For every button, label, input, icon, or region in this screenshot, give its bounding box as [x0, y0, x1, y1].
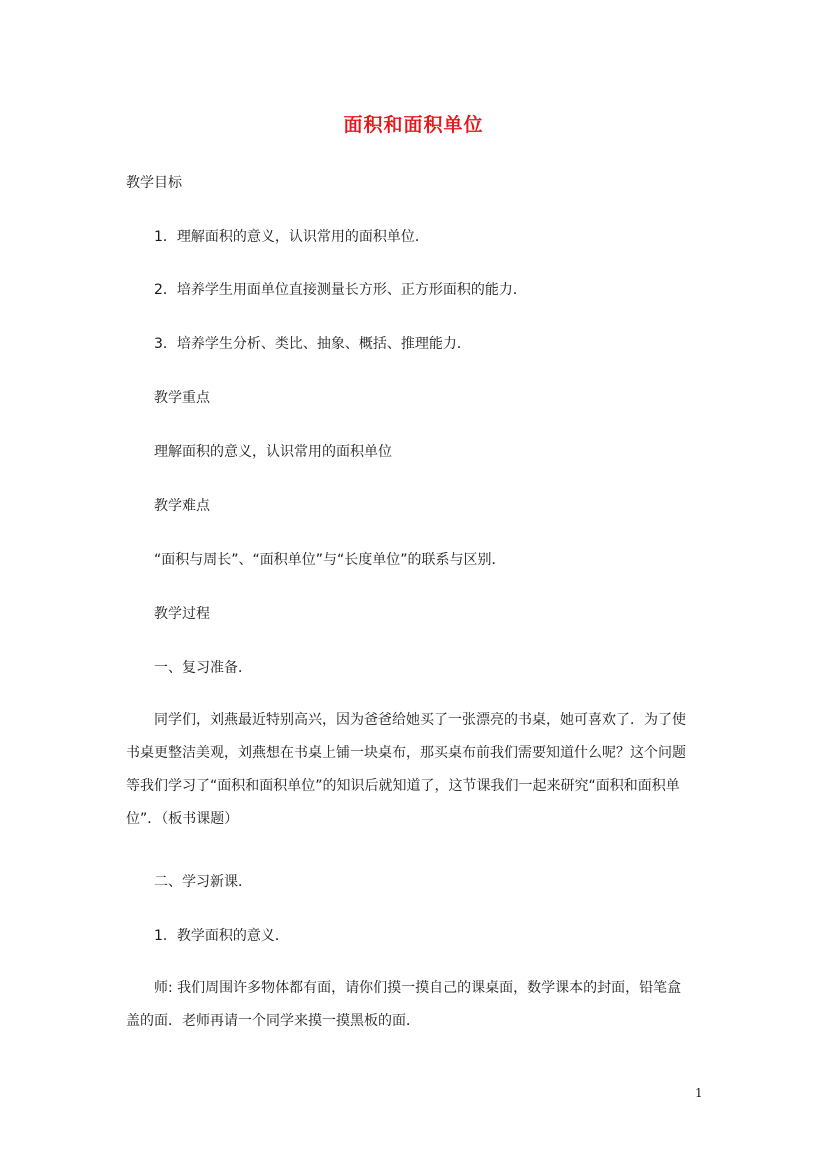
objective-1: 1．理解面积的意义，认识常用的面积单位．: [154, 229, 429, 245]
paragraph-teacher: 师: 我们周围许多物体都有面，请你们摸一摸自己的课桌面，数学课本的封面，铅笔盒盖的面．老师再请一个同学来摸一摸黑板的面．: [126, 980, 682, 1029]
key-points-text: 理解面积的意义，认识常用的面积单位: [154, 444, 392, 460]
page-number: 1: [695, 1086, 703, 1100]
document-title: 面积和面积单位: [343, 114, 484, 136]
difficulty-heading: 教学难点: [154, 498, 210, 514]
section-1-heading: 一、复习准备．: [154, 660, 252, 676]
section-2-heading: 二、学习新课．: [154, 874, 252, 890]
step-1-heading: 1．教学面积的意义．: [154, 928, 289, 944]
difficulty-text: “面积与周长”、“面积单位”与“长度单位”的联系与区别．: [154, 552, 506, 568]
objectives-heading: 教学目标: [126, 175, 182, 191]
key-points-heading: 教学重点: [154, 390, 210, 406]
process-heading: 教学过程: [154, 606, 210, 622]
objective-3: 3．培养学生分析、类比、抽象、概括、推理能力．: [154, 336, 471, 352]
objective-2: 2．培养学生用面单位直接测量长方形、正方形面积的能力．: [154, 282, 527, 298]
paragraph-intro: 同学们，刘燕最近特别高兴，因为爸爸给她买了一张漂亮的书桌，她可喜欢了．为了使书桌更整洁美观，刘燕想在书桌上铺一块桌布，那买桌布前我们需要知道什么呢？这个问题等我们学习了“面积和面积单位”的知识后就知道了，这节课我们一起来研究“面积和面积单位”．（板书课题）: [126, 712, 686, 827]
